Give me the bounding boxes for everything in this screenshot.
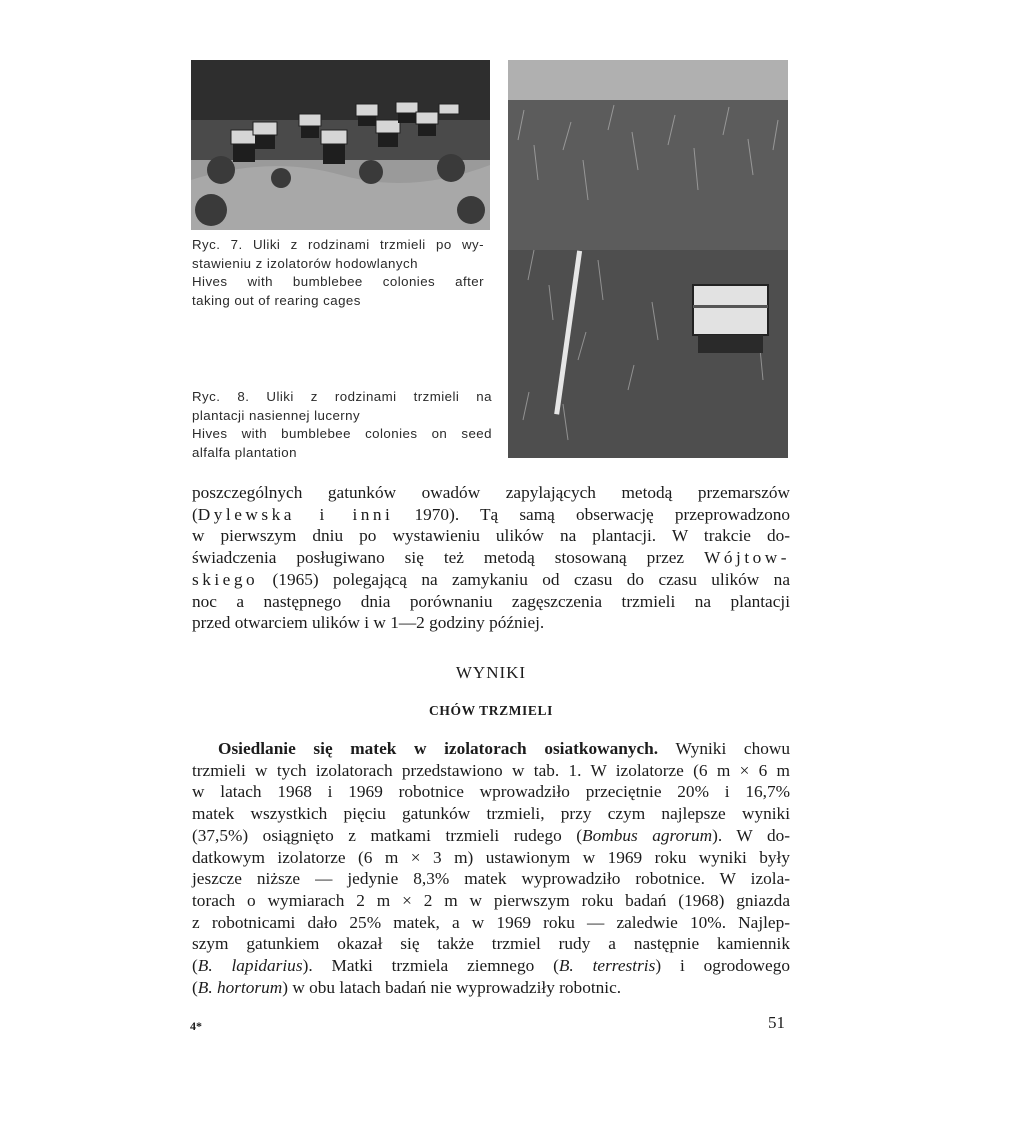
- text-fragment: ). W do-: [712, 825, 790, 845]
- text-fragment: świadczenia posługiwano się też metodą stosowaną przez: [192, 548, 685, 568]
- text-fragment: ) i ogrodowego: [655, 956, 790, 976]
- section-heading-results: WYNIKI: [455, 663, 527, 682]
- caption-line: Ryc. 7. Uliki z rodzinami trzmieli po wy-: [192, 237, 484, 252]
- text-line: trzmieli w tych izolatorach przedstawiono w tab. 1. W izolatorze (6 m × 6 m: [192, 760, 790, 780]
- results-paragraph: [192, 738, 790, 998]
- author-name: Dylewska i inni: [197, 504, 394, 524]
- author-name: Wójtow-: [704, 548, 790, 568]
- subsection-heading: CHÓW TRZMIELI: [429, 703, 553, 718]
- text-line: w latach 1968 i 1969 robotnice wprowadziło przeciętnie 20% i 16,7%: [192, 782, 790, 802]
- text-line: z robotnicami dało 25% matek, a w 1969 roku — zaledwie 10%. Najlep-: [192, 912, 790, 932]
- photo-hives-on-alfalfa-plantation: [508, 60, 788, 458]
- text-line: torach o wymiarach 2 m × 2 m w pierwszym roku badań (1968) gniazda: [192, 890, 790, 910]
- text-line: przed otwarciem ulików i w 1—2 godziny później.: [192, 613, 545, 633]
- species-name: Bombus agrorum: [582, 825, 713, 845]
- text-line: [192, 825, 790, 847]
- caption-line: plantacji nasiennej lucerny: [192, 407, 361, 423]
- caption-line: Hives with bumblebee colonies after: [192, 274, 484, 289]
- page-number: 51: [768, 1013, 785, 1032]
- text-line: [192, 547, 790, 569]
- caption-line: Hives with bumblebee colonies on seed: [192, 426, 492, 441]
- text-line: [192, 738, 790, 760]
- text-line: datkowym izolatorze (6 m × 3 m) ustawionym w 1969 roku wyniki były: [192, 847, 790, 867]
- text-fragment: 1970). Tą samą obserwację przeprowadzono: [414, 504, 791, 524]
- text-line: poszczególnych gatunków owadów zapylających metodą przemarszów: [192, 483, 790, 502]
- methods-paragraph: [192, 482, 790, 634]
- figure-7-caption: [192, 236, 484, 310]
- text-line: noc a następnego dnia porównaniu zagęszczenia trzmieli na plantacji: [192, 591, 790, 611]
- text-fragment: Wyniki chowu: [675, 739, 790, 758]
- author-name: skiego: [192, 569, 259, 589]
- text-line: matek wszystkich pięciu gatunków trzmieli, przy czym najlepsze wyniki: [192, 804, 790, 824]
- paragraph-lead: Osiedlanie się matek w izolatorach osiatkowanych.: [218, 739, 659, 758]
- species-name: B. lapidarius: [197, 956, 303, 976]
- text-line: jeszcze niższe — jedynie 8,3% matek wyprowadziło robotnice. W izola-: [192, 869, 790, 889]
- figure-8-caption: [192, 388, 492, 462]
- text-line: [192, 977, 790, 999]
- species-name: B. hortorum: [197, 977, 283, 997]
- caption-line: Ryc. 8. Uliki z rodzinami trzmieli na: [192, 389, 492, 404]
- caption-line: alfalfa plantation: [192, 444, 297, 460]
- species-name: B. terrestris: [558, 956, 656, 976]
- text-fragment: ). Matki trzmiela ziemnego (: [302, 956, 559, 976]
- text-fragment: (37,5%) osiągnięto z matkami trzmieli rudego (: [192, 825, 583, 845]
- text-line: szym gatunkiem okazał się także trzmiel rudy a następnie kamiennik: [192, 934, 790, 954]
- text-fragment: (1965) polegającą na zamykaniu od czasu do czasu ulików na: [272, 569, 790, 589]
- caption-line: stawieniu z izolatorów hodowlanych: [192, 255, 418, 271]
- text-line: [192, 569, 790, 591]
- signature-mark: 4*: [190, 1019, 202, 1033]
- text-fragment: ) w obu latach badań nie wyprowadziły robotnic.: [282, 977, 622, 997]
- text-line: w pierwszym dniu po wystawieniu ulików na plantacji. W trakcie do-: [192, 526, 790, 546]
- text-line: [192, 955, 790, 977]
- text-fragment: (: [192, 977, 198, 997]
- text-fragment: (: [192, 956, 198, 976]
- photo-hives-after-rearing-cages: [191, 60, 490, 230]
- text-line: (Dylewska i inni 1970). Tą samą obserwację przeprowadzono: [192, 504, 791, 524]
- caption-line: taking out of rearing cages: [192, 292, 361, 308]
